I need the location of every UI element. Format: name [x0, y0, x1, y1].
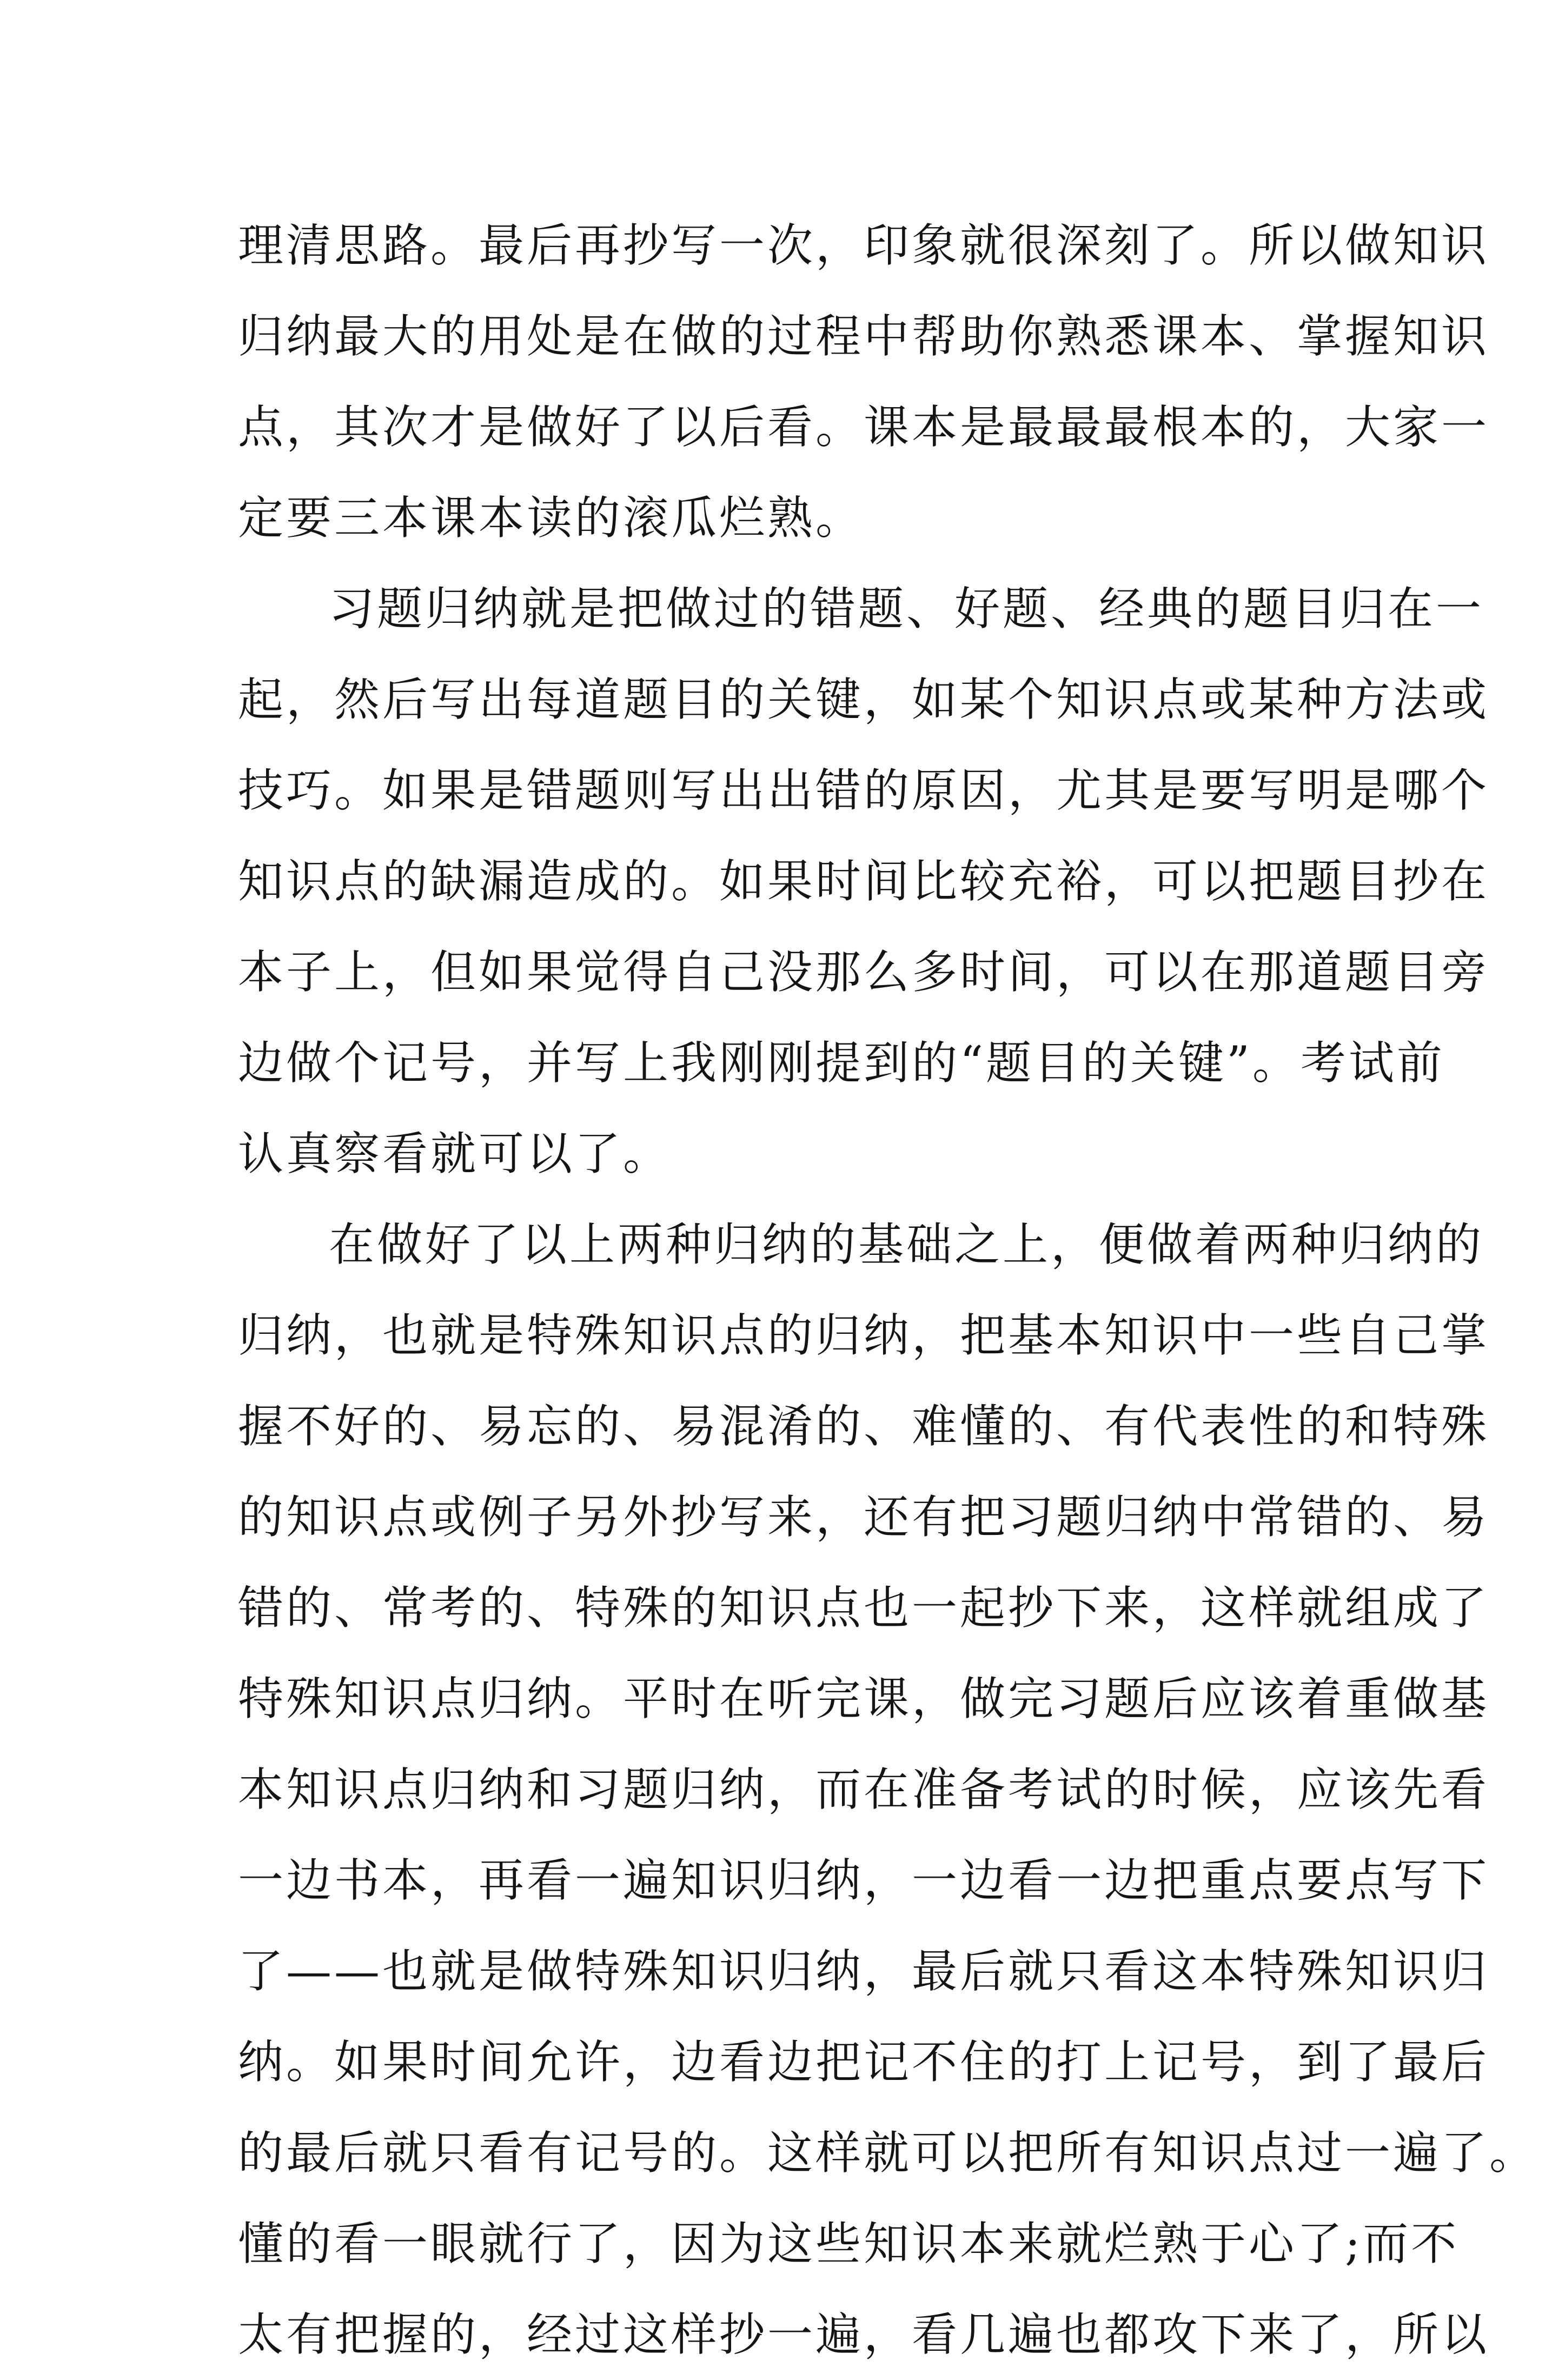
- text-line: 了——也就是做特殊知识归纳，最后就只看这本特殊知识归: [238, 1945, 1490, 1998]
- body-text: [238, 200, 1538, 2380]
- text-line: 在做好了以上两种归纳的基础之上，便做着两种归纳的: [329, 1218, 1484, 1271]
- paragraph-3: [238, 1199, 1538, 2380]
- text-line: 太有把握的，经过这样抄一遍，看几遍也都攻下来了，所以: [238, 2308, 1490, 2361]
- text-line: 本知识点归纳和习题归纳，而在准备考试的时候，应该先看: [238, 1763, 1490, 1816]
- text-line: 归纳，也就是特殊知识点的归纳，把基本知识中一些自己掌: [238, 1309, 1490, 1362]
- text-line: 起，然后写出每道题目的关键，如某个知识点或某种方法或: [238, 673, 1490, 726]
- text-line: 定要三本课本读的滚瓜烂熟。: [238, 491, 864, 544]
- text-line: 懂的看一眼就行了，因为这些知识本来就烂熟于心了;而不: [238, 2217, 1460, 2270]
- text-line: 的最后就只看有记号的。这样就可以把所有知识点过一遍了。: [238, 2126, 1538, 2179]
- text-line: 本子上，但如果觉得自己没那么多时间，可以在那道题目旁: [238, 946, 1490, 999]
- text-line: 一边书本，再看一遍知识归纳，一边看一边把重点要点写下: [238, 1854, 1490, 1907]
- text-line: 边做个记号，并写上我刚刚提到的“题目的关键”。考试前: [238, 1036, 1445, 1089]
- text-line: 技巧。如果是错题则写出出错的原因，尤其是要写明是哪个: [238, 764, 1490, 817]
- text-line: 认真察看就可以了。: [238, 1127, 672, 1180]
- paragraph-2: [238, 563, 1490, 1199]
- text-line: 特殊知识点归纳。平时在听完课，做完习题后应该着重做基: [238, 1672, 1490, 1725]
- text-line: 习题归纳就是把做过的错题、好题、经典的题目归在一: [329, 582, 1484, 635]
- text-line: 的知识点或例子另外抄写来，还有把习题归纳中常错的、易: [238, 1491, 1490, 1544]
- text-line: 归纳最大的用处是在做的过程中帮助你熟悉课本、掌握知识: [238, 310, 1490, 363]
- text-line: 错的、常考的、特殊的知识点也一起抄下来，这样就组成了: [238, 1581, 1490, 1634]
- text-line: 纳。如果时间允许，边看边把记不住的打上记号，到了最后: [238, 2036, 1490, 2089]
- text-line: 知识点的缺漏造成的。如果时间比较充裕，可以把题目抄在: [238, 855, 1490, 908]
- paragraph-1: [238, 200, 1490, 563]
- text-line: 点，其次才是做好了以后看。课本是最最最根本的，大家一: [238, 401, 1490, 454]
- text-line: 握不好的、易忘的、易混淆的、难懂的、有代表性的和特殊: [238, 1400, 1490, 1453]
- text-line: 理清思路。最后再抄写一次，印象就很深刻了。所以做知识: [238, 219, 1490, 272]
